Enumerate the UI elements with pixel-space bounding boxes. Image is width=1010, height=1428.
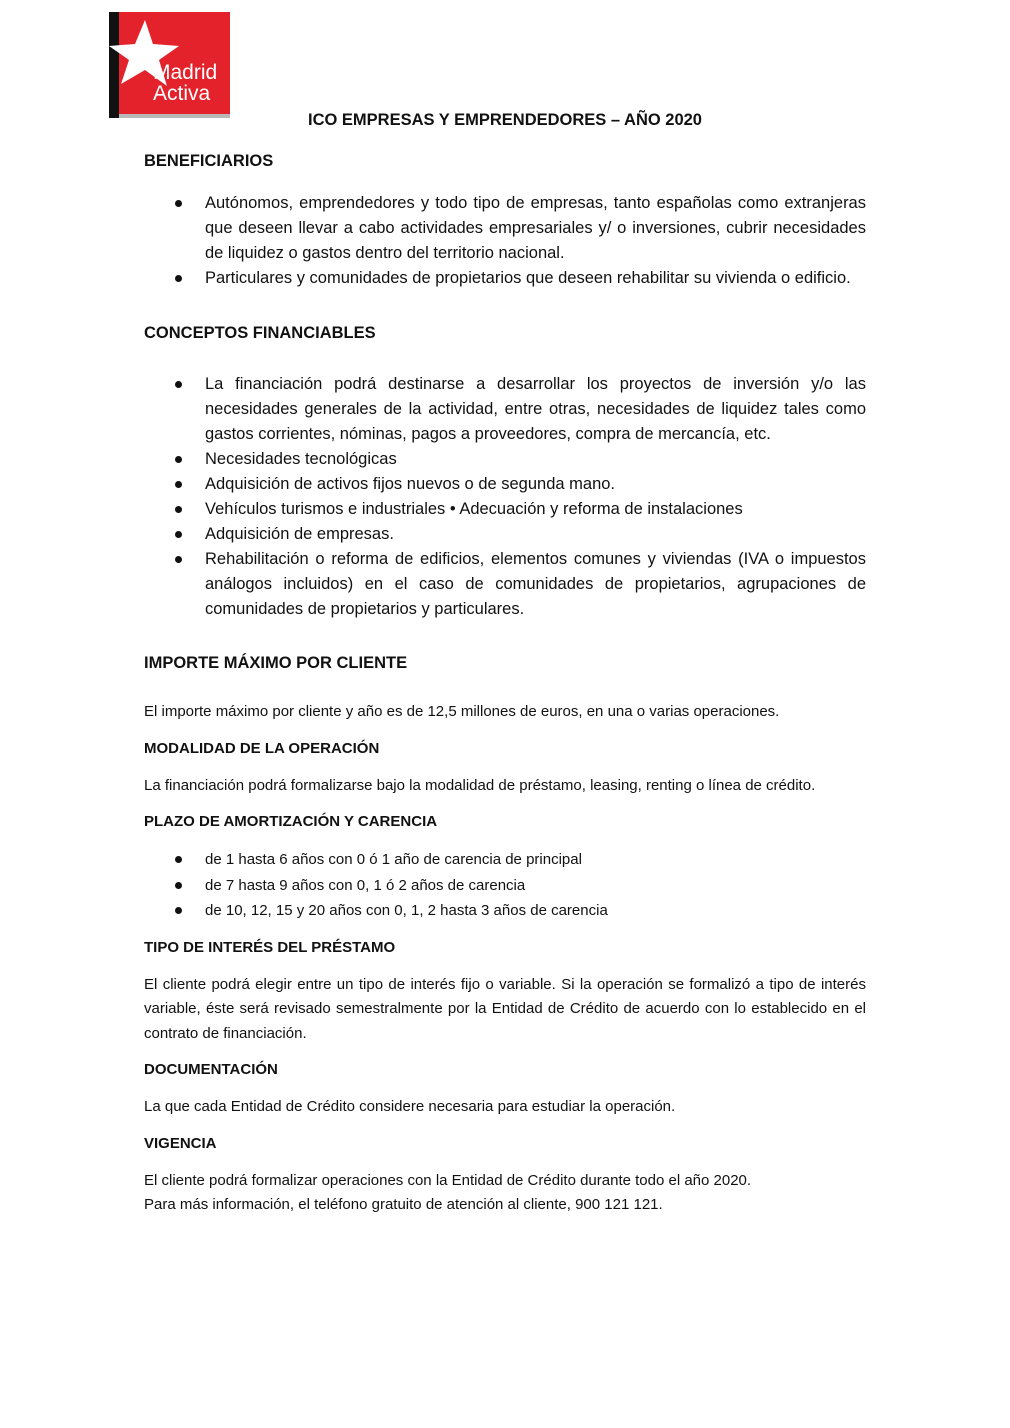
list-item: Particulares y comunidades de propietarios que deseen rehabilitar su vivienda o edificio. xyxy=(144,266,866,291)
section-beneficiarios xyxy=(144,150,866,291)
list-item: Adquisición de activos fijos nuevos o de segunda mano. xyxy=(144,472,866,497)
list-beneficiarios xyxy=(144,191,866,291)
heading-beneficiarios: BENEFICIARIOS xyxy=(144,152,274,170)
list-item: de 7 hasta 9 años con 0, 1 ó 2 años de carencia xyxy=(144,873,866,899)
list-item: de 1 hasta 6 años con 0 ó 1 año de carencia de principal xyxy=(144,847,866,873)
list-item: de 10, 12, 15 y 20 años con 0, 1, 2 hasta 3 años de carencia xyxy=(144,898,866,924)
list-item: Vehículos turismos e industriales • Adecuación y reforma de instalaciones xyxy=(144,497,866,522)
section-conceptos xyxy=(144,322,866,622)
text-documentacion: La que cada Entidad de Crédito considere necesaria para estudiar la operación. xyxy=(144,1098,676,1115)
heading-tipo-interes: TIPO DE INTERÉS DEL PRÉSTAMO xyxy=(144,938,396,956)
heading-modalidad: MODALIDAD DE LA OPERACIÓN xyxy=(144,739,380,757)
list-item: Autónomos, emprendedores y todo tipo de empresas, tanto españolas como extranjeras que deseen llevar a cabo actividades empresariales y/ o inversiones, cubrir necesidades de liquidez o gastos dentro del territorio nacional. xyxy=(144,191,866,266)
text-vigencia-1: El cliente podrá formalizar operaciones con la Entidad de Crédito durante todo el año 2020. xyxy=(144,1171,752,1189)
logo-line-1: Madrid xyxy=(153,61,218,84)
logo-text xyxy=(153,62,217,104)
section-modalidad xyxy=(144,739,866,799)
heading-importe-maximo: IMPORTE MÁXIMO POR CLIENTE xyxy=(144,654,408,672)
section-importe xyxy=(144,652,866,725)
section-vigencia xyxy=(144,1134,866,1218)
heading-plazo-amortizacion: PLAZO DE AMORTIZACIÓN Y CARENCIA xyxy=(144,813,438,830)
logo-line-2: Activa xyxy=(153,82,211,105)
list-plazo xyxy=(144,847,866,924)
text-vigencia-2: Para más información, el teléfono gratuito de atención al cliente, 900 121 121. xyxy=(144,1196,663,1213)
text-importe: El importe máximo por cliente y año es de 12,5 millones de euros, en una o varias operaciones. xyxy=(144,703,780,720)
document-title: ICO EMPRESAS Y EMPRENDEDORES – AÑO 2020 xyxy=(308,111,702,129)
document-body xyxy=(144,150,866,1218)
heading-vigencia: VIGENCIA xyxy=(144,1134,217,1152)
text-modalidad: La financiación podrá formalizarse bajo la modalidad de préstamo, leasing, renting o línea de crédito. xyxy=(144,776,816,794)
list-item: Adquisición de empresas. xyxy=(144,522,866,547)
list-item: Rehabilitación o reforma de edificios, elementos comunes y viviendas (IVA o impuestos análogos incluidos) en el caso de comunidades de propietarios, agrupaciones de comunidades de propietarios y particulares. xyxy=(144,547,866,622)
madrid-activa-logo xyxy=(109,12,230,118)
text-tipo-interes: El cliente podrá elegir entre un tipo de interés fijo o variable. Si la operación se formalizó a tipo de interés variable, éste será revisado semestralmente por la Entidad de Crédito de acuerdo con lo establecido en el contrato de financiación. xyxy=(144,975,866,1042)
list-conceptos xyxy=(144,372,866,622)
heading-conceptos-financiables: CONCEPTOS FINANCIABLES xyxy=(144,324,376,342)
list-item: Necesidades tecnológicas xyxy=(144,447,866,472)
section-documentacion xyxy=(144,1060,866,1120)
section-tipo-interes xyxy=(144,938,866,1047)
heading-documentacion: DOCUMENTACIÓN xyxy=(144,1061,278,1078)
list-item: La financiación podrá destinarse a desarrollar los proyectos de inversión y/o las necesidades generales de la actividad, entre otras, necesidades de liquidez tales como gastos corrientes, nóminas, pagos a proveedores, compra de mercancía, etc. xyxy=(144,372,866,447)
section-plazo xyxy=(144,812,866,924)
